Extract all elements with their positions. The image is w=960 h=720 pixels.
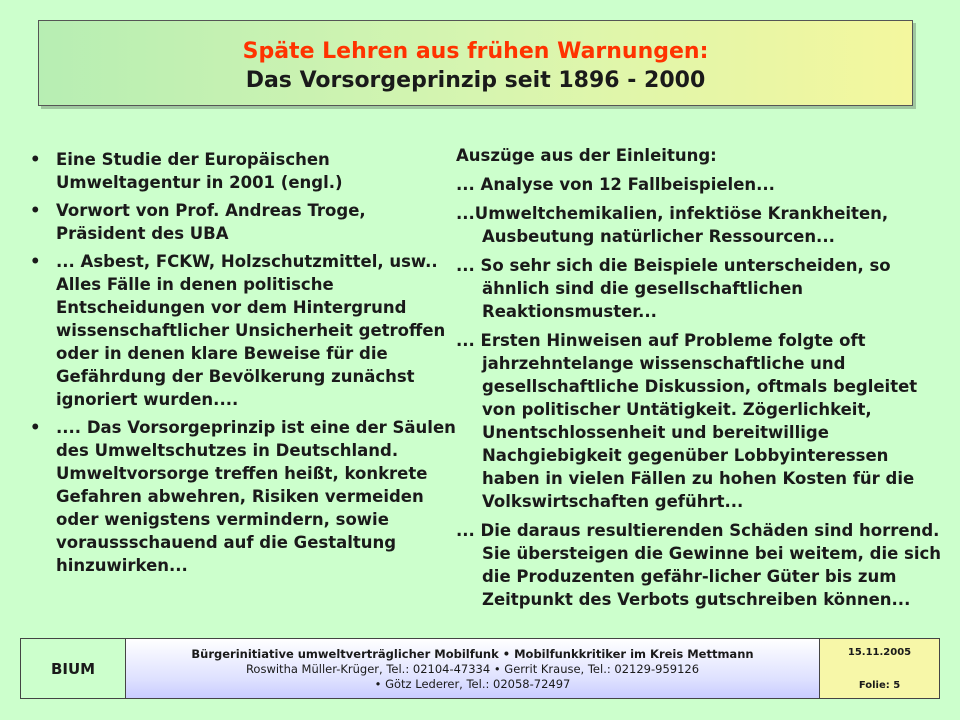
footer <box>20 638 940 699</box>
excerpt-heading: Auszüge aus der Einleitung: <box>456 146 717 165</box>
excerpt-paragraph: ... Ersten Hinweisen auf Probleme folgte oft jahrzehntelange wissenschaftliche und gesellschaftliche Diskussion, oftmals begleitet von politischer Untätigkeit. Zögerlichkeit, Unentschlossenheit und bereitwillige Nachgiebigkeit gegenüber Lobbyinteressen haben in vielen Fällen zu hohen Kosten für die Volkswirtschaften geführt... <box>456 331 918 511</box>
footer-logo-text: BIUM <box>21 639 126 698</box>
bullet-list <box>26 148 456 577</box>
footer-contacts: • Götz Lederer, Tel.: 02058-72497 <box>374 677 571 691</box>
footer-organization: Bürgerinitiative umweltverträglicher Mobilfunk • Mobilfunkkritiker im Kreis Mettmann <box>191 647 754 661</box>
bullet-icon: • <box>30 418 41 437</box>
bullet-icon: • <box>30 150 41 169</box>
excerpt-paragraph: ... Analyse von 12 Fallbeispielen... <box>456 175 775 194</box>
excerpt-paragraph: ... So sehr sich die Beispiele unterscheiden, so ähnlich sind die gesellschaftlichen Reaktionsmuster... <box>456 256 891 321</box>
list-item-text: ... Asbest, FCKW, Holzschutzmittel, usw.. Alles Fälle in denen politische Entscheidungen vor dem Hintergrund wissenschaftlicher Unsicherheit getroffen oder in denen klare Beweise für die Gefährdung der Bevölkerung zunächst ignoriert wurden.... <box>56 252 446 409</box>
title-box <box>38 20 913 106</box>
list-item <box>26 416 456 577</box>
excerpt-paragraph: ... Die daraus resultierenden Schäden sind horrend. Sie übersteigen die Gewinne bei weitem, die sich die Produzenten gefähr-licher Güter bis zum Zeitpunkt des Verbots gutschreiben können... <box>456 521 942 609</box>
slide-number: Folie: 5 <box>858 680 901 691</box>
footer-center <box>126 639 819 698</box>
slide-subtitle: Das Vorsorgeprinzip seit 1896 - 2000 <box>245 68 706 93</box>
footer-contacts: Roswitha Müller-Krüger, Tel.: 02104-47334 • Gerrit Krause, Tel.: 02129-959126 <box>245 662 700 676</box>
list-item-text: .... Das Vorsorgeprinzip ist eine der Säulen des Umweltschutzes in Deutschland. Umweltvorsorge treffen heißt, konkrete Gefahren abwehren, Risiken vermeiden oder wenigstens vermindern, sowie voraussschauend auf die Gestaltung hinzuwirken... <box>56 418 456 575</box>
slide-title: Späte Lehren aus frühen Warnungen: <box>242 39 709 64</box>
bullet-icon: • <box>30 201 41 220</box>
list-item-text: Eine Studie der Europäischen Umweltagentur in 2001 (engl.) <box>56 150 343 192</box>
list-item-text: Vorwort von Prof. Andreas Troge, Präsident des UBA <box>56 201 366 243</box>
bullet-icon: • <box>30 252 41 271</box>
list-item <box>26 199 456 245</box>
footer-date: 15.11.2005 <box>847 647 912 658</box>
left-column <box>26 148 456 582</box>
list-item <box>26 148 456 194</box>
list-item <box>26 250 456 411</box>
excerpt-paragraph: ...Umweltchemikalien, infektiöse Krankheiten, Ausbeutung natürlicher Ressourcen... <box>456 204 889 246</box>
footer-meta <box>819 639 939 698</box>
right-column <box>456 144 946 617</box>
